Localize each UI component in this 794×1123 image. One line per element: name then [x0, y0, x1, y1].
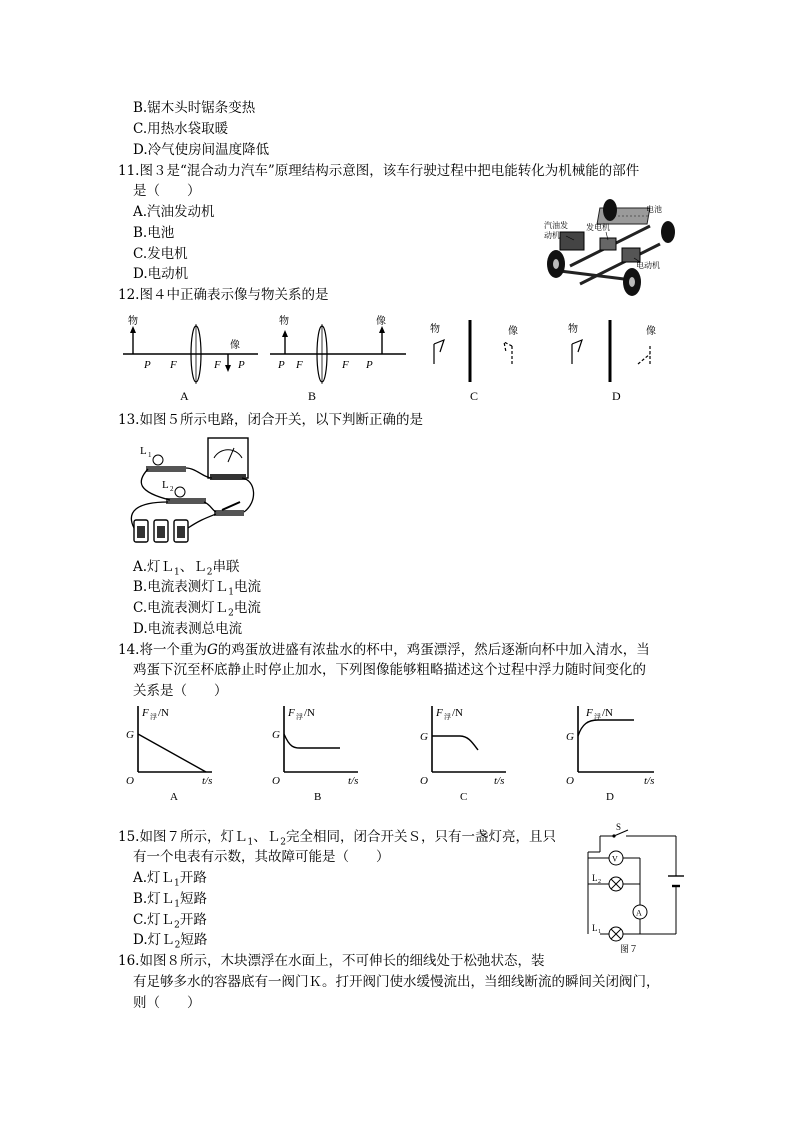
graph-d [566, 706, 654, 803]
c-obj: 物 [430, 324, 440, 335]
c-label: C [470, 389, 479, 403]
q11-option-b: B.电池 [133, 225, 175, 241]
svg-text:O: O [420, 775, 428, 787]
curve-d [578, 720, 634, 736]
d-img: 像 [646, 326, 656, 337]
a-p-left: P [144, 359, 151, 371]
curve-c [432, 736, 478, 750]
svg-text:t/s: t/s [348, 775, 359, 787]
q10-option-b: B.锯木头时锯条变热 [133, 100, 256, 116]
q15-option-b: B.灯Ｌ$_1$短路 [133, 891, 207, 910]
q16-stem-line-2: 有足够多水的容器底有一阀门Ｋ。打开阀门使水缓慢流出，当细线断流的瞬间关闭阀门， [133, 974, 660, 990]
graph-b-label: B [314, 791, 322, 803]
svg-text:浮: 浮 [594, 713, 601, 721]
svg-text:G: G [126, 729, 134, 741]
bulb-l1 [153, 455, 163, 465]
q15-option-a: A.灯Ｌ$_1$开路 [133, 870, 207, 889]
svg-text:O: O [272, 775, 280, 787]
q10-option-d: D.冷气使房间温度降低 [133, 142, 270, 158]
b-p-right: P [366, 359, 373, 371]
q16-stem-line-3: 则（ ） [133, 995, 201, 1011]
q14-stem-line-1: 14.将一个重为G的鸡蛋放进盛有浓盐水的杯中，鸡蛋漂浮，然后逐渐向杯中加入清水，当 [118, 642, 650, 658]
l1-label: L [140, 445, 147, 457]
svg-text:G: G [420, 731, 428, 743]
svg-text:O: O [566, 775, 574, 787]
option-b-diagram [270, 314, 406, 403]
q13-option-b: B.电流表测灯Ｌ$_1$电流 [133, 579, 261, 598]
l1-sub: 1 [148, 451, 152, 459]
q16-stem-line-1: 16.如图８所示，木块漂浮在水面上，不可伸长的细线处于松弛状态，装 [118, 953, 545, 969]
graph-c [420, 706, 506, 803]
curve-b [284, 734, 340, 748]
svg-text:1: 1 [598, 929, 601, 935]
graph-d-label: D [606, 791, 614, 803]
graph-b [272, 706, 358, 803]
q11-option-a: A.汽油发动机 [133, 204, 215, 220]
option-a-diagram [123, 314, 258, 403]
graph-a-label: A [170, 791, 178, 803]
b-f-left: F [296, 359, 303, 371]
switch-shape [214, 510, 244, 516]
svg-text:V: V [612, 854, 618, 864]
a-f-right: F [214, 359, 221, 371]
q13-stem: 13.如图５所示电路，闭合开关，以下判断正确的是 [118, 412, 423, 428]
a-f-left: F [170, 359, 177, 371]
svg-text:2: 2 [598, 879, 601, 885]
q15-option-d: D.灯Ｌ$_2$短路 [133, 932, 208, 951]
svg-text:/N: /N [452, 707, 463, 719]
graph-c-label: C [460, 791, 468, 803]
svg-text:浮: 浮 [444, 713, 451, 721]
d-label: D [612, 389, 621, 403]
svg-text:/N: /N [304, 707, 315, 719]
label-generator: 发电机 [586, 223, 610, 232]
q13-option-c: C.电流表测灯Ｌ$_2$电流 [133, 600, 261, 619]
q15-option-c: C.灯Ｌ$_2$开路 [133, 912, 207, 931]
fig7-caption: 图７ [620, 944, 639, 954]
option-d-diagram [568, 320, 656, 403]
svg-text:t/s: t/s [494, 775, 505, 787]
l2-sub: 2 [170, 485, 174, 493]
svg-text:F: F [142, 707, 149, 719]
svg-text:/N: /N [158, 707, 169, 719]
option-c-diagram [430, 320, 518, 403]
figure-6-buoyancy-graphs [126, 700, 686, 804]
bulb-l2 [175, 487, 185, 497]
figure-4-optics [118, 308, 656, 404]
fig7-s-label: S [616, 822, 622, 832]
q12-stem: 12.图４中正确表示像与物关系的是 [118, 287, 329, 303]
q11-stem-line-2: 是（ ） [133, 183, 201, 199]
hybrid-car-figure [540, 196, 680, 300]
b-img: 像 [376, 316, 386, 327]
svg-text:F: F [586, 707, 593, 719]
wheel-rear-left [603, 199, 617, 221]
q13-option-a: A.灯Ｌ$_1$、Ｌ$_2$串联 [133, 559, 240, 578]
engine-shape [560, 232, 584, 250]
q15-stem-line-2: 有一个电表有示数，其故障可能是（ ） [133, 849, 390, 865]
svg-text:A: A [636, 908, 642, 918]
svg-text:L: L [592, 923, 598, 933]
svg-text:F: F [288, 707, 295, 719]
b-obj: 物 [279, 316, 289, 327]
svg-text:浮: 浮 [296, 713, 303, 721]
a-label: A [180, 389, 189, 403]
l2-label: L [162, 479, 169, 491]
a-img: 像 [230, 340, 240, 351]
a-p-right: P [238, 359, 245, 371]
q11-stem-line-1: 11.图３是“混合动力汽车”原理结构示意图，该车行驶过程中把电能转化为机械能的部件 [118, 163, 640, 179]
svg-text:/N: /N [602, 707, 613, 719]
q15-stem-line-1: 15.如图７所示，灯Ｌ$_1$、Ｌ$_2$完全相同，闭合开关Ｓ，只有一盏灯亮，且只 [118, 829, 556, 848]
svg-text:F: F [436, 707, 443, 719]
c-img: 像 [508, 326, 518, 337]
q13-option-d: D.电流表测总电流 [133, 621, 243, 637]
svg-text:G: G [566, 731, 574, 743]
svg-text:t/s: t/s [202, 775, 213, 787]
q10-option-c: C.用热水袋取暖 [133, 121, 229, 137]
d-obj: 物 [568, 324, 578, 335]
b-label: B [308, 389, 317, 403]
wheel-rear-right [661, 221, 675, 243]
q11-option-c: C.发电机 [133, 246, 188, 262]
svg-text:O: O [126, 775, 134, 787]
svg-text:浮: 浮 [150, 713, 157, 721]
q14-stem-line-3: 关系是（ ） [133, 683, 228, 699]
label-engine-1: 汽油发 [544, 221, 568, 230]
curve-a [138, 734, 206, 772]
svg-text:G: G [272, 729, 280, 741]
label-battery: 电池 [646, 205, 662, 214]
figure-5-circuit [126, 432, 276, 550]
b-p-left: P [278, 359, 285, 371]
svg-text:L: L [592, 873, 598, 883]
label-motor: 电动机 [636, 261, 660, 270]
q11-option-d: D.电动机 [133, 266, 189, 282]
label-engine-2: 动机 [544, 231, 560, 240]
a-obj: 物 [128, 316, 138, 327]
figure-7-circuit [580, 822, 690, 956]
graph-a [126, 706, 212, 803]
q14-stem-line-2: 鸡蛋下沉至杯底静止时停止加水，下列图像能够粗略描述这个过程中浮力随时间变化的 [133, 662, 646, 678]
svg-text:t/s: t/s [644, 775, 655, 787]
b-f-right: F [342, 359, 349, 371]
